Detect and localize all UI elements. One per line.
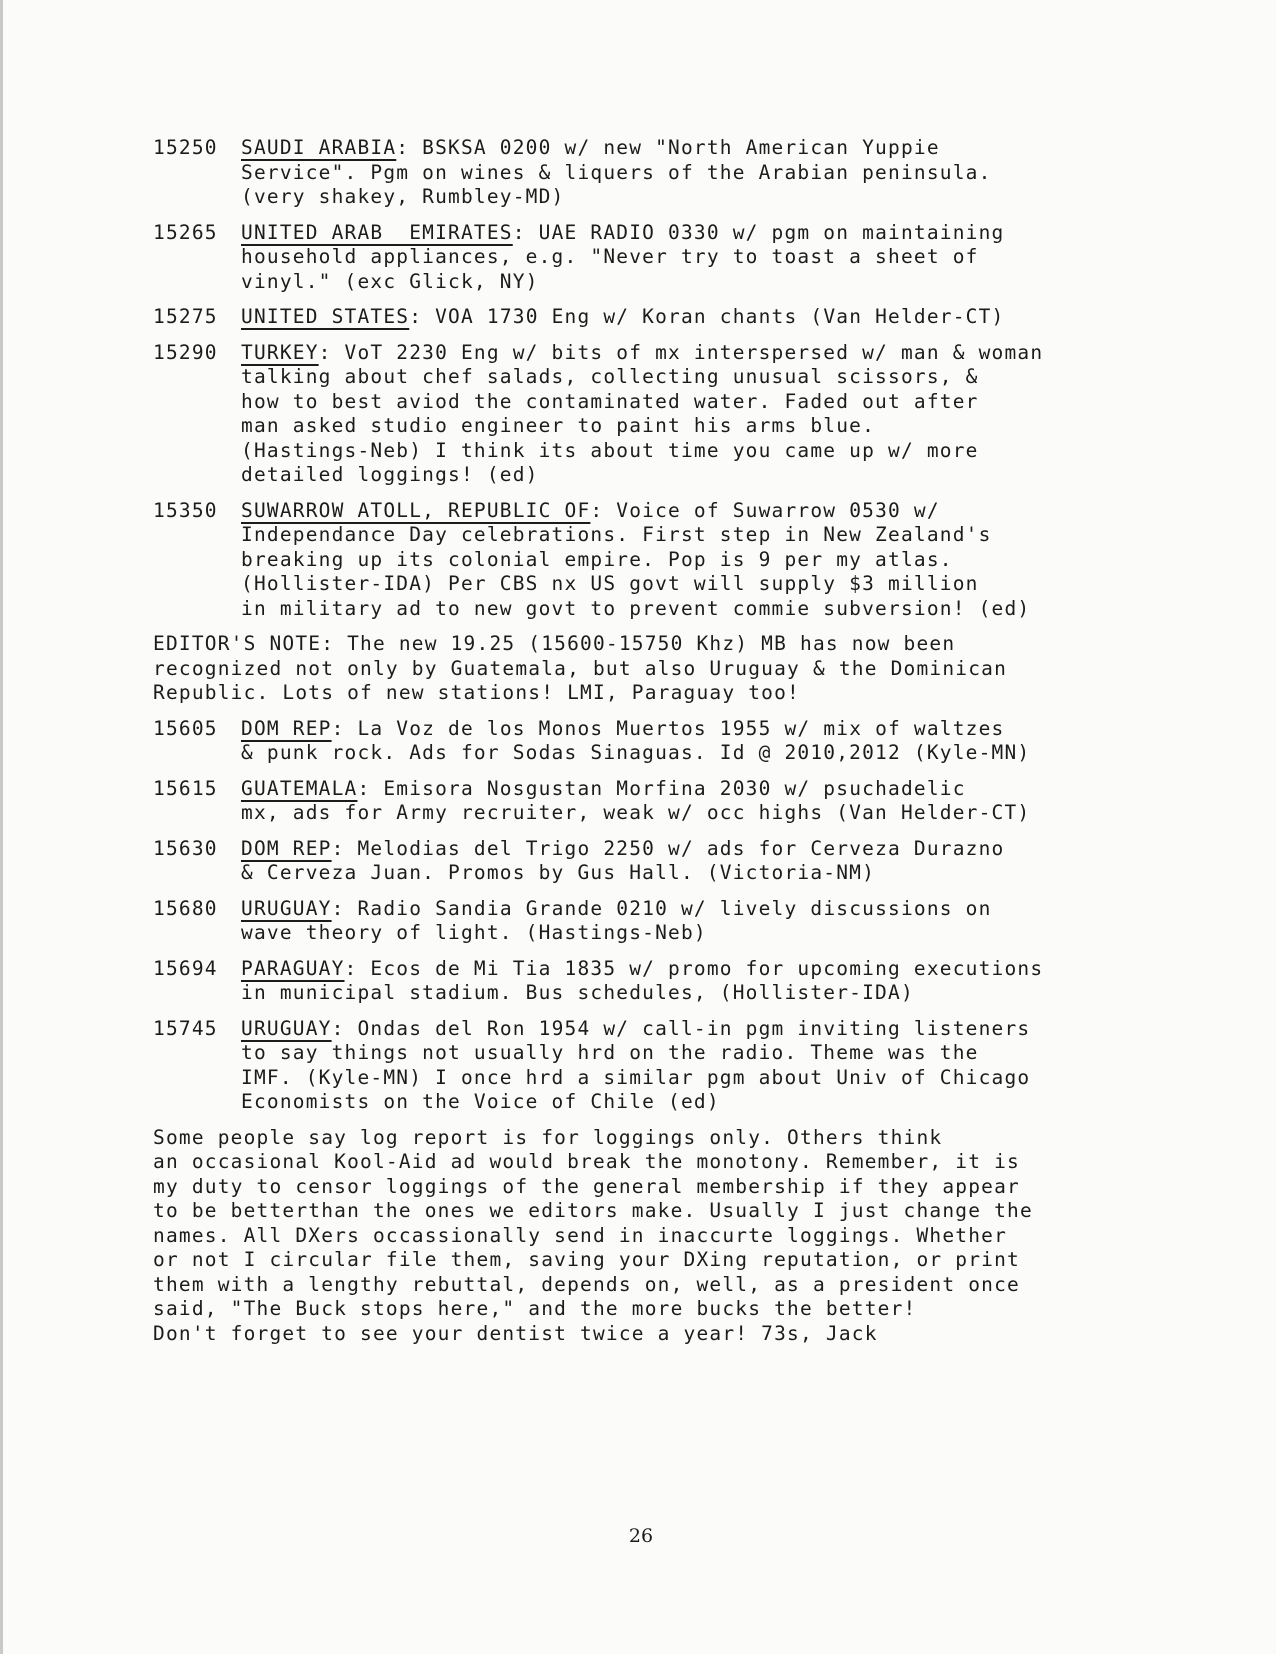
frequency: 15250 xyxy=(153,136,218,159)
country: SAUDI ARABIA xyxy=(241,136,397,159)
country: TURKEY xyxy=(241,340,319,364)
frequency: 15275 xyxy=(153,305,218,328)
log-report xyxy=(153,136,1213,1346)
entry-body xyxy=(241,1017,1201,1115)
log-entry xyxy=(153,136,1213,210)
entry-body xyxy=(241,837,1201,886)
entry-text: : Ondas del Ron 1954 w/ call-in pgm inviting listeners to say things not usually hrd on the radio. Theme was the IMF. (Kyle-MN) I once hrd a similar pgm about Univ of Chicago Economists on the Voice of Chile (ed) xyxy=(241,1016,1031,1113)
frequency: 15680 xyxy=(153,896,218,920)
country: PARAGUAY xyxy=(241,956,345,980)
log-entry xyxy=(153,957,1213,1006)
page-number: 26 xyxy=(628,1525,654,1547)
entry-text: : Emisora Nosgustan Morfina 2030 w/ psuchadelic mx, ads for Army recruiter, weak w/ occ highs (Van Helder-CT) xyxy=(241,776,1031,824)
frequency: 15630 xyxy=(153,836,218,860)
entry-body xyxy=(241,341,1201,488)
log-entry xyxy=(153,717,1213,766)
frequency: 15605 xyxy=(153,716,218,740)
frequency: 15350 xyxy=(153,498,218,522)
entry-body xyxy=(241,305,1201,330)
log-entry xyxy=(153,837,1213,886)
entry-text: : La Voz de los Monos Muertos 1955 w/ mix of waltzes & punk rock. Ads for Sodas Sinaguas. Id @ 2010,2012 (Kyle-MN) xyxy=(241,716,1031,764)
entry-text: : Voice of Suwarrow 0530 w/ Independance Day celebrations. First step in New Zealand's breaking up its colonial empire. Pop is 9 per my atlas. (Hollister-IDA) Per CBS nx US govt will supply $3 million in military ad to new govt to prevent commie subversion! (ed) xyxy=(241,498,1031,620)
entry-text: : VoT 2230 Eng w/ bits of mx interspersed w/ man & woman talking about chef salads, collecting unusual scissors, & how to best aviod the contaminated water. Faded out after man asked studio engineer to paint his arms blue. (Hastings-Neb) I think its about time you came up w/ more detailed loggings! (ed) xyxy=(241,340,1044,486)
log-entry xyxy=(153,341,1213,488)
entry-text: : VOA 1730 Eng w/ Koran chants (Van Helder-CT) xyxy=(409,305,1005,328)
frequency: 15290 xyxy=(153,340,218,364)
entry-body xyxy=(241,717,1201,766)
country: DOM REP xyxy=(241,716,332,740)
entry-text: : Radio Sandia Grande 0210 w/ lively discussions on wave theory of light. (Hastings-Neb) xyxy=(241,896,992,944)
log-entry xyxy=(153,221,1213,295)
frequency: 15745 xyxy=(153,1016,218,1040)
entry-body xyxy=(241,897,1201,946)
country: DOM REP xyxy=(241,836,332,860)
frequency: 15265 xyxy=(153,220,218,244)
closing-paragraph: Some people say log report is for loggings only. Others think an occasional Kool-Aid ad would break the monotony. Remember, it is my duty to censor loggings of the general membership if they appear to be betterthan the ones we editors make. Usually I just change the names. All DXers occassionally send in inaccurte loggings. Whether or not I circular file them, saving your DXing reputation, or print them with a lengthy rebuttal, depends on, well, as a president once said, "The Buck stops here," and the more bucks the better! Don't forget to see your dentist twice a year! 73s, Jack xyxy=(153,1125,1033,1345)
country: URUGUAY xyxy=(241,1016,332,1040)
country: SUWARROW ATOLL, REPUBLIC OF xyxy=(241,498,591,522)
entry-body xyxy=(241,777,1201,826)
entry-body xyxy=(241,136,1201,210)
entry-text: : BSKSA 0200 w/ new "North American Yuppie Service". Pgm on wines & liquers of the Arabian peninsula. (very shakey, Rumbley-MD) xyxy=(241,136,992,208)
country: URUGUAY xyxy=(241,896,332,920)
entry-text: : Ecos de Mi Tia 1835 w/ promo for upcoming executions in municipal stadium. Bus schedules, (Hollister-IDA) xyxy=(241,956,1044,1004)
entry-body xyxy=(241,957,1201,1006)
log-entry xyxy=(153,499,1213,622)
log-entry xyxy=(153,1017,1213,1115)
country: GUATEMALA xyxy=(241,776,358,800)
entry-body xyxy=(241,221,1201,295)
entry-body xyxy=(241,499,1201,622)
editor-note: EDITOR'S NOTE: The new 19.25 (15600-15750 Khz) MB has now been recognized not only by Guatemala, but also Uruguay & the Dominican Republic. Lots of new stations! LMI, Paraguay too! xyxy=(153,632,1008,704)
country: UNITED STATES xyxy=(241,305,410,328)
log-entry xyxy=(153,305,1213,330)
log-entry xyxy=(153,897,1213,946)
frequency: 15615 xyxy=(153,776,218,800)
log-entry xyxy=(153,777,1213,826)
entry-text: : Melodias del Trigo 2250 w/ ads for Cerveza Durazno & Cerveza Juan. Promos by Gus Hall. (Victoria-NM) xyxy=(241,836,1005,884)
entry-text: : UAE RADIO 0330 w/ pgm on maintaining household appliances, e.g. "Never try to toast a sheet of vinyl." (exc Glick, NY) xyxy=(241,220,1005,293)
country: UNITED ARAB EMIRATES xyxy=(241,220,513,244)
frequency: 15694 xyxy=(153,956,218,980)
